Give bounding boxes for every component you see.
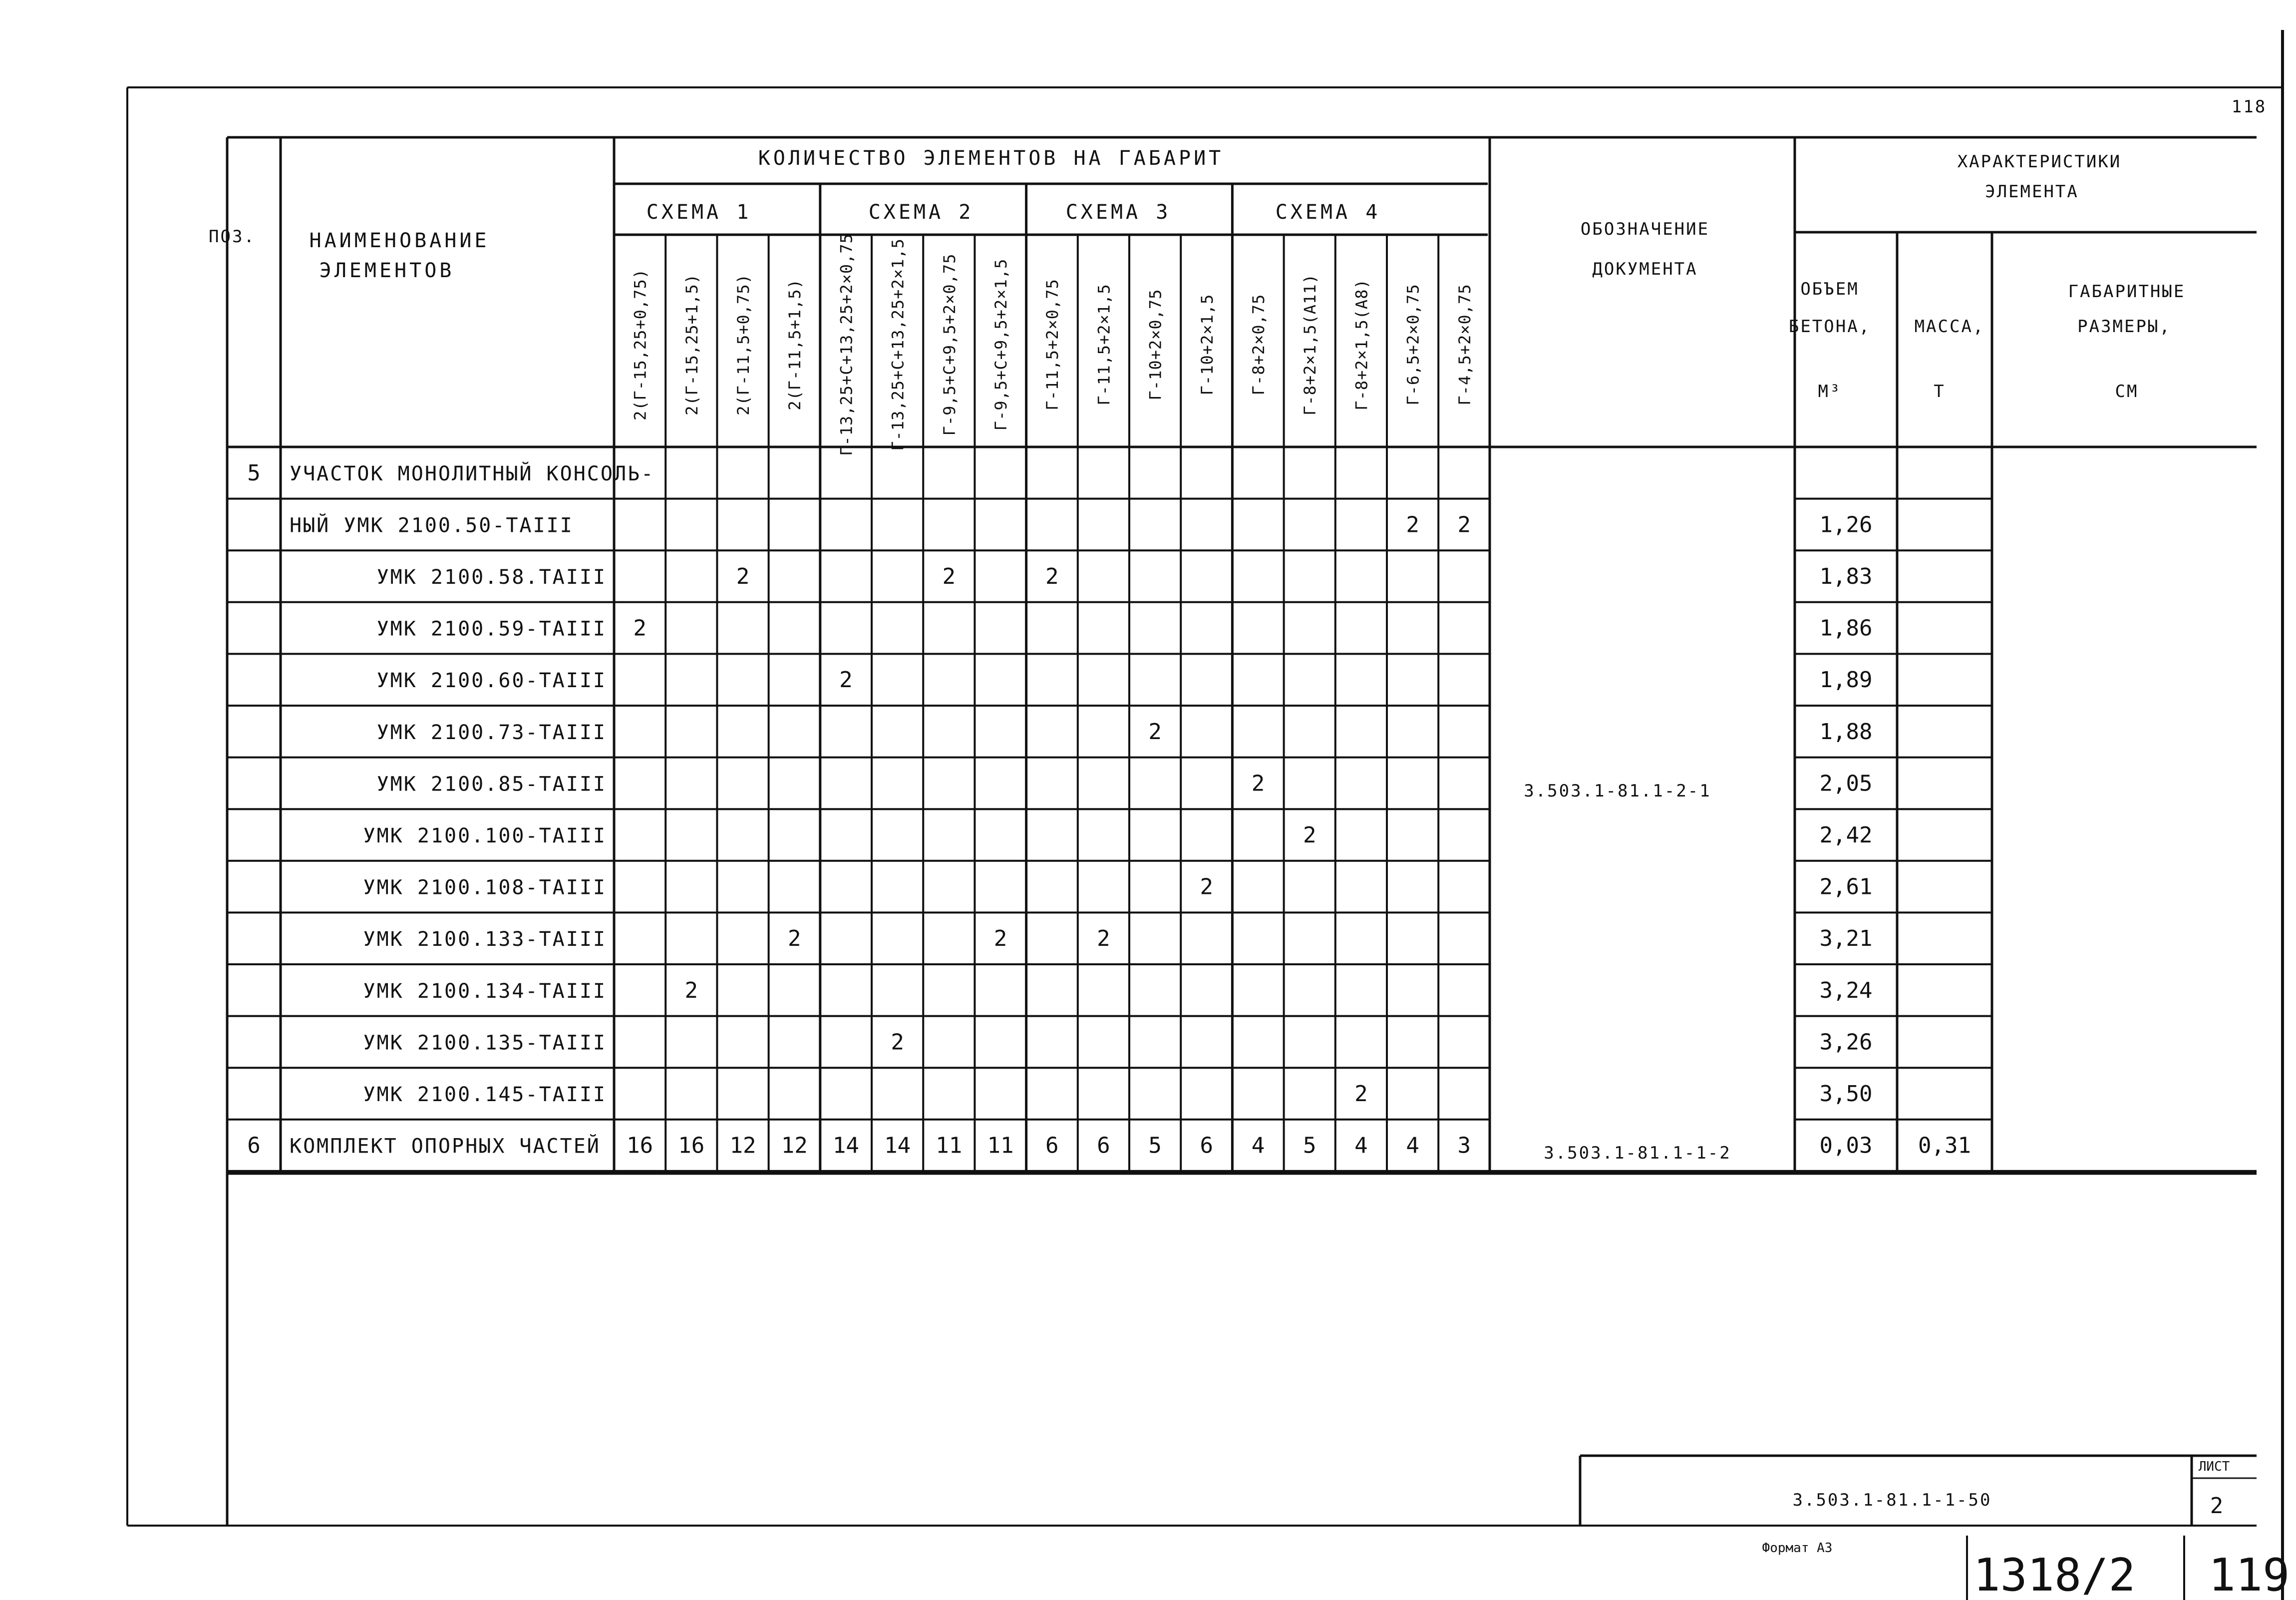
- doc-reference-main: 3.503.1-81.1-2-1: [1524, 781, 1711, 801]
- gabarit-label: Г-10+2×0,75: [1146, 289, 1165, 400]
- quantity-cell: 14: [884, 1133, 911, 1159]
- concrete-volume: 1,26: [1819, 512, 1873, 538]
- element-name: КОМПЛЕКТ ОПОРНЫХ ЧАСТЕЙ: [290, 1135, 601, 1158]
- quantity-cell: 2: [1457, 512, 1471, 538]
- doc-header-line2: ДОКУМЕНТА: [1592, 259, 1698, 279]
- quantity-cell: 2: [993, 926, 1007, 952]
- concrete-volume: 1,83: [1819, 564, 1873, 589]
- quantity-cell: 5: [1303, 1133, 1316, 1159]
- element-name: НЫЙ УМК 2100.50-ТАIII: [290, 514, 574, 537]
- concrete-volume: 1,89: [1819, 667, 1873, 693]
- quantity-cell: 2: [1045, 564, 1059, 589]
- gabarit-label: Г-9,5+С+9,5+2×1,5: [991, 258, 1010, 431]
- concrete-volume: 1,88: [1819, 719, 1873, 745]
- gabarit-labels: [631, 233, 1474, 456]
- quantity-cell: 14: [832, 1133, 859, 1159]
- element-name: УМК 2100.59-ТАIII: [376, 617, 607, 641]
- quantity-cell: 2: [891, 1029, 904, 1055]
- quantity-cell: 4: [1251, 1133, 1265, 1159]
- quantity-cell: 4: [1406, 1133, 1419, 1159]
- quantity-cell: 3: [1457, 1133, 1471, 1159]
- element-name: УМК 2100.145-ТАIII: [363, 1083, 607, 1106]
- quantity-cell: 2: [1303, 822, 1316, 848]
- quantity-cell: 2: [787, 926, 801, 952]
- quantity-cell: 4: [1354, 1133, 1368, 1159]
- quantity-cell: 2: [1406, 512, 1419, 538]
- char-header-line1: ХАРАКТЕРИСТИКИ: [1957, 152, 2122, 172]
- doc-header-line1: ОБОЗНАЧЕНИЕ: [1580, 219, 1710, 239]
- quantity-cell: 16: [678, 1133, 705, 1159]
- sheet-corner-number: 118: [2231, 97, 2267, 117]
- gabarit-label: Г-11,5+2×1,5: [1094, 284, 1114, 405]
- scheme-2-header: СХЕМА 2: [868, 201, 974, 224]
- gabarit-label: 2(Г-11,5+1,5): [785, 279, 805, 410]
- quantity-cell: 2: [684, 977, 698, 1003]
- element-name: УМК 2100.108-ТАIII: [363, 876, 607, 899]
- name-header-line1: НАИМЕНОВАНИЕ: [309, 229, 490, 252]
- archive-number: 1318/2: [1973, 1549, 2136, 1600]
- quantity-header: КОЛИЧЕСТВО ЭЛЕМЕНТОВ НА ГАБАРИТ: [758, 147, 1224, 170]
- char-header-line2: ЭЛЕМЕНТА: [1985, 182, 2079, 202]
- stamp-code: 3.503.1-81.1-1-50: [1792, 1490, 1992, 1510]
- element-name: УМК 2100.100-ТАIII: [363, 824, 607, 847]
- mass-header-line1: МАССА,: [1914, 317, 1985, 337]
- quantity-cell: 2: [1148, 719, 1162, 745]
- element-name: УМК 2100.73-ТАIII: [376, 721, 607, 744]
- gabarit-label: Г-9,5+С+9,5+2×0,75: [940, 253, 959, 436]
- stamp-sheet-number: 2: [2210, 1493, 2224, 1519]
- concrete-volume: 0,03: [1819, 1133, 1873, 1159]
- quantity-cell: 2: [1354, 1081, 1368, 1107]
- gabarit-label: 2(Г-15,25+1,5): [682, 274, 701, 415]
- gabarit-label: Г-8+2×0,75: [1249, 294, 1268, 396]
- quantity-cell: 11: [936, 1133, 963, 1159]
- concrete-volume: 2,42: [1819, 822, 1873, 848]
- quantity-cell: 5: [1148, 1133, 1162, 1159]
- quantity-cell: 2: [1097, 926, 1110, 952]
- quantity-cell: 2: [942, 564, 956, 589]
- element-name: УМК 2100.134-ТАIII: [363, 979, 607, 1003]
- gabarit-label: Г-13,25+С+13,25+2×1,5: [888, 238, 908, 451]
- quantity-cell: 2: [633, 615, 647, 641]
- gabarit-label: Г-13,25+С+13,25+2×0,75: [837, 233, 856, 456]
- row-position: 6: [247, 1133, 261, 1159]
- gabarit-label: Г-6,5+2×0,75: [1403, 284, 1423, 405]
- volume-header-line1: ОБЪЕМ: [1800, 279, 1859, 299]
- volume-header-line2: БЕТОНА,: [1788, 317, 1871, 337]
- name-header-line2: ЭЛЕМЕНТОВ: [319, 259, 455, 282]
- scheme-1-header: СХЕМА 1: [646, 201, 752, 224]
- gabarit-label: Г-11,5+2×0,75: [1043, 279, 1062, 410]
- concrete-volume: 2,61: [1819, 874, 1873, 900]
- concrete-volume: 3,26: [1819, 1029, 1873, 1055]
- quantity-cell: 2: [736, 564, 750, 589]
- concrete-volume: 2,05: [1819, 771, 1873, 797]
- element-name: УМК 2100.60-ТАIII: [376, 669, 607, 693]
- concrete-volume: 3,50: [1819, 1081, 1873, 1107]
- quantity-cell: 6: [1045, 1133, 1059, 1159]
- dims-header-unit: СМ: [2115, 382, 2139, 401]
- element-name: УМК 2100.58.ТАIII: [376, 566, 607, 589]
- quantity-cell: 2: [1251, 771, 1265, 797]
- volume-header-unit: М³: [1818, 382, 1842, 401]
- archive-page: 119: [2208, 1549, 2290, 1600]
- stamp-sheet-label: ЛИСТ: [2198, 1459, 2230, 1474]
- element-mass: 0,31: [1918, 1133, 1971, 1159]
- quantity-cell: 6: [1097, 1133, 1110, 1159]
- quantity-cell: 16: [627, 1133, 654, 1159]
- gabarit-label: Г-10+2×1,5: [1197, 294, 1217, 396]
- quantity-cell: 12: [781, 1133, 808, 1159]
- doc-reference-supports: 3.503.1-81.1-1-2: [1544, 1143, 1731, 1163]
- quantity-cell: 2: [1200, 874, 1214, 900]
- gabarit-label: 2(Г-11,5+0,75): [734, 274, 753, 415]
- row-position: 5: [247, 460, 261, 486]
- quantity-cell: 2: [839, 667, 853, 693]
- quantity-cell: 6: [1200, 1133, 1214, 1159]
- element-name: УЧАСТОК МОНОЛИТНЫЙ КОНСОЛЬ-: [290, 462, 655, 485]
- mass-header-unit: Т: [1934, 382, 1946, 401]
- concrete-volume: 1,86: [1819, 615, 1873, 641]
- dims-header-line1: ГАБАРИТНЫЕ: [2068, 282, 2186, 302]
- concrete-volume: 3,21: [1819, 926, 1873, 952]
- quantity-cell: 12: [729, 1133, 756, 1159]
- gabarit-label: Г-8+2×1,5(А8): [1352, 279, 1371, 410]
- scheme-4-header: СХЕМА 4: [1275, 201, 1381, 224]
- dims-header-line2: РАЗМЕРЫ,: [2077, 317, 2171, 337]
- element-name: УМК 2100.133-ТАIII: [363, 928, 607, 951]
- element-name: УМК 2100.85-ТАIII: [376, 773, 607, 796]
- quantity-cell: 11: [987, 1133, 1014, 1159]
- format-label: Формат А3: [1762, 1541, 1833, 1556]
- gabarit-label: 2(Г-15,25+0,75): [631, 269, 650, 420]
- gabarit-label: Г-4,5+2×0,75: [1455, 284, 1474, 405]
- scheme-3-header: СХЕМА 3: [1065, 201, 1171, 224]
- gabarit-label: Г-8+2×1,5(А11): [1301, 274, 1320, 415]
- pos-header: ПОЗ.: [209, 227, 256, 247]
- concrete-volume: 3,24: [1819, 977, 1873, 1003]
- element-name: УМК 2100.135-ТАIII: [363, 1031, 607, 1055]
